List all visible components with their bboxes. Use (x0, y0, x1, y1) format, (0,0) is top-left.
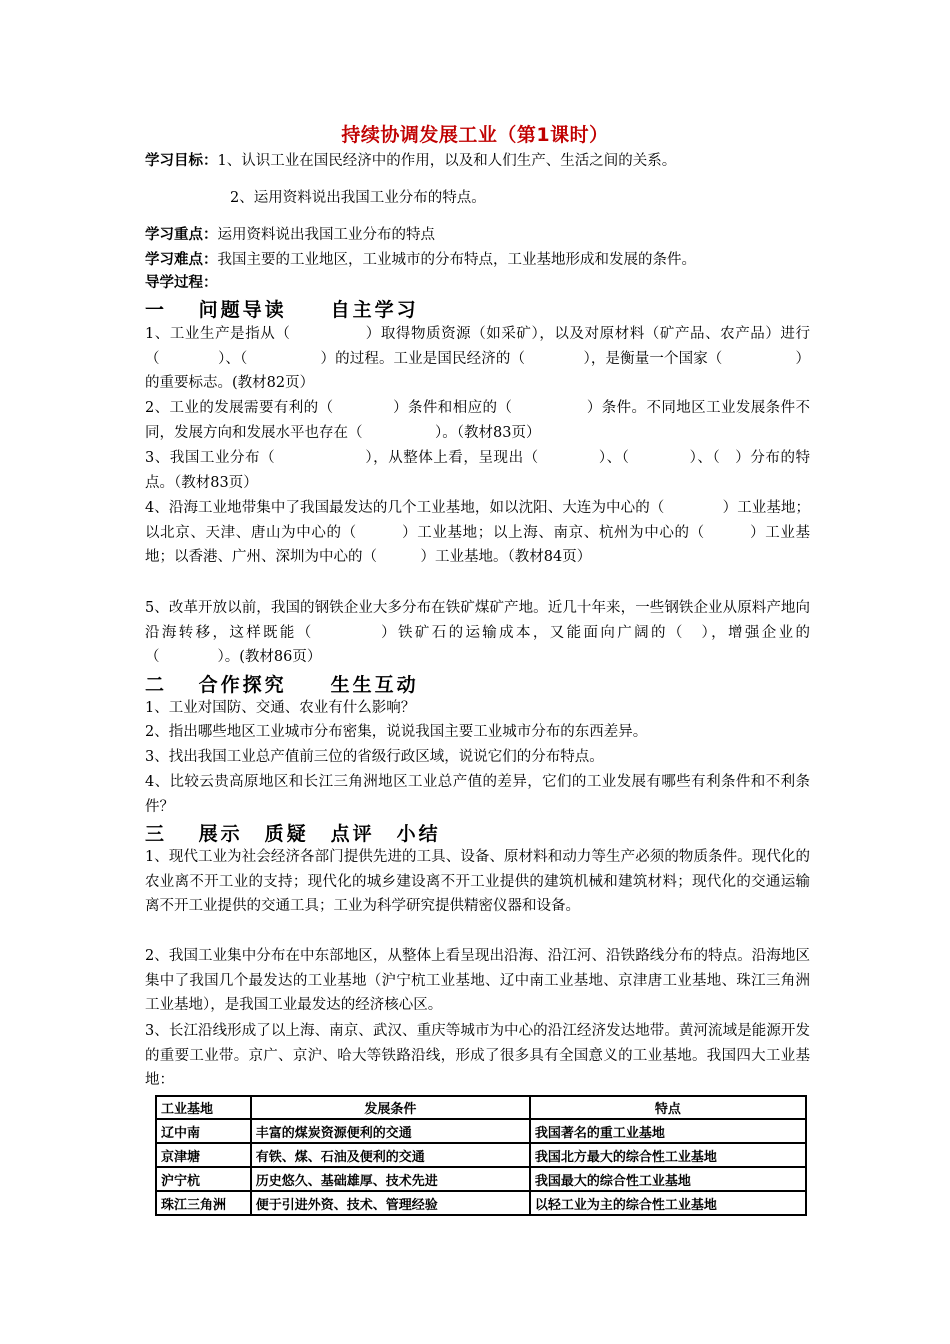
base-features: 我国北方最大的综合性工业基地 (530, 1143, 806, 1167)
base-name: 珠江三角洲 (156, 1191, 251, 1215)
section-2-item-4: 4、比较云贵高原地区和长江三角洲地区工业总产值的差异，它们的工业发展有哪些有利条件和不利条件？ (145, 774, 810, 815)
base-features: 以轻工业为主的综合性工业基地 (530, 1191, 806, 1215)
section-3-item-3: 3、长江沿线形成了以上海、南京、武汉、重庆等城市为中心的沿江经济发达地带。黄河流域是能源开发的重要工业带。京广、京沪、哈大等铁路沿线，形成了很多具有全国意义的工业基地。我国四大工业基地： (145, 1023, 810, 1089)
difficulty-label: 学习难点： (145, 252, 218, 268)
table-row (156, 1191, 806, 1215)
objective-item-1: 1、认识工业在国民经济中的作用，以及和人们生产、生活之间的关系。 (217, 153, 677, 169)
difficulty-text: 我国主要的工业地区，工业城市的分布特点，工业基地形成和发展的条件。 (217, 252, 696, 268)
key-point-line (145, 225, 435, 245)
section-2-item-1: 1、工业对国防、交通、农业有什么影响？ (145, 700, 416, 716)
section-2-heading: 二 合作探究 生生互动 (145, 674, 419, 696)
base-name: 京津塘 (156, 1143, 251, 1167)
section-3-item-1: 1、现代工业为社会经济各部门提供先进的工具、设备、原材料和动力等生产必须的物质条件。现代化的农业离不开工业的支持；现代化的城乡建设离不开工业提供的建筑机械和建筑材料；现代化的交通运输离不开工业提供的交通工具；工业为科学研究提供精密仪器和设备。 (145, 849, 810, 915)
section-2-item-2: 2、指出哪些地区工业城市分布密集，说说我国主要工业城市分布的东西差异。 (145, 724, 648, 740)
table-row (156, 1143, 806, 1167)
industrial-bases-table (155, 1095, 807, 1216)
section-1-item-1: 1、工业生产是指从（ ）取得物质资源（如采矿），以及对原材料（矿产品、农产品）进行（ ）、（ ）的过程。工业是国民经济的（ ），是衡量一个国家（ ）的重要标志。(教材82页） (145, 326, 810, 392)
objective-item-2: 2、运用资料说出我国工业分布的特点。 (230, 190, 486, 206)
base-name: 辽中南 (156, 1119, 251, 1143)
base-features: 我国著名的重工业基地 (530, 1119, 806, 1143)
section-1-item-4: 4、沿海工业地带集中了我国最发达的几个工业基地，如以沈阳、大连为中心的（ ）工业基地；以北京、天津、唐山为中心的（ ）工业基地；以上海、南京、杭州为中心的（ ）工业基地；以香港、广州、深圳为中心的（ ）工业基地。（教材84页） (145, 500, 810, 566)
base-name: 沪宁杭 (156, 1167, 251, 1191)
base-conditions: 历史悠久、基础雄厚、技术先进 (251, 1167, 530, 1191)
key-point-label: 学习重点： (145, 227, 218, 243)
header-conditions: 发展条件 (251, 1096, 530, 1119)
objectives-line-1 (145, 151, 676, 171)
section-1-item-5: 5、改革开放以前，我国的钢铁企业大多分布在铁矿煤矿产地。近几十年来，一些钢铁企业从原料产地向沿海转移，这样既能（ ）铁矿石的运输成本，又能面向广阔的（ ），增强企业的（ ）。(教材86页） (145, 600, 810, 666)
header-features: 特点 (530, 1096, 806, 1119)
difficulty-line (145, 250, 696, 270)
section-1-item-3: 3、我国工业分布（ ），从整体上看，呈现出（ ）、（ ）、（ ）分布的特点。（教材83页） (145, 450, 810, 491)
key-point-text: 运用资料说出我国工业分布的特点 (217, 227, 435, 243)
header-base: 工业基地 (156, 1096, 251, 1119)
section-3-item-2: 2、我国工业集中分布在中东部地区，从整体上看呈现出沿海、沿江河、沿铁路线分布的特点。沿海地区集中了我国几个最发达的工业基地（沪宁杭工业基地、辽中南工业基地、京津唐工业基地、珠江三角洲工业基地），是我国工业最发达的经济核心区。 (145, 948, 810, 1014)
table-row (156, 1167, 806, 1191)
base-conditions: 有铁、煤、石油及便利的交通 (251, 1143, 530, 1167)
base-conditions: 丰富的煤炭资源便利的交通 (251, 1119, 530, 1143)
base-conditions: 便于引进外资、技术、管理经验 (251, 1191, 530, 1215)
table-row (156, 1119, 806, 1143)
section-1-heading: 一 问题导读 自主学习 (145, 299, 419, 321)
page-title: 持续协调发展工业（第1课时） (341, 124, 609, 146)
table-header-row (156, 1096, 806, 1119)
process-label: 导学过程： (145, 275, 218, 291)
base-features: 我国最大的综合性工业基地 (530, 1167, 806, 1191)
section-1-item-2: 2、工业的发展需要有利的（ ）条件和相应的（ ）条件。不同地区工业发展条件不同，发展方向和发展水平也存在（ ）。（教材83页） (145, 400, 810, 441)
section-3-heading: 三 展示 质疑 点评 小结 (145, 823, 441, 845)
section-2-item-3: 3、找出我国工业总产值前三位的省级行政区域，说说它们的分布特点。 (145, 749, 604, 765)
objectives-label: 学习目标： (145, 153, 218, 169)
